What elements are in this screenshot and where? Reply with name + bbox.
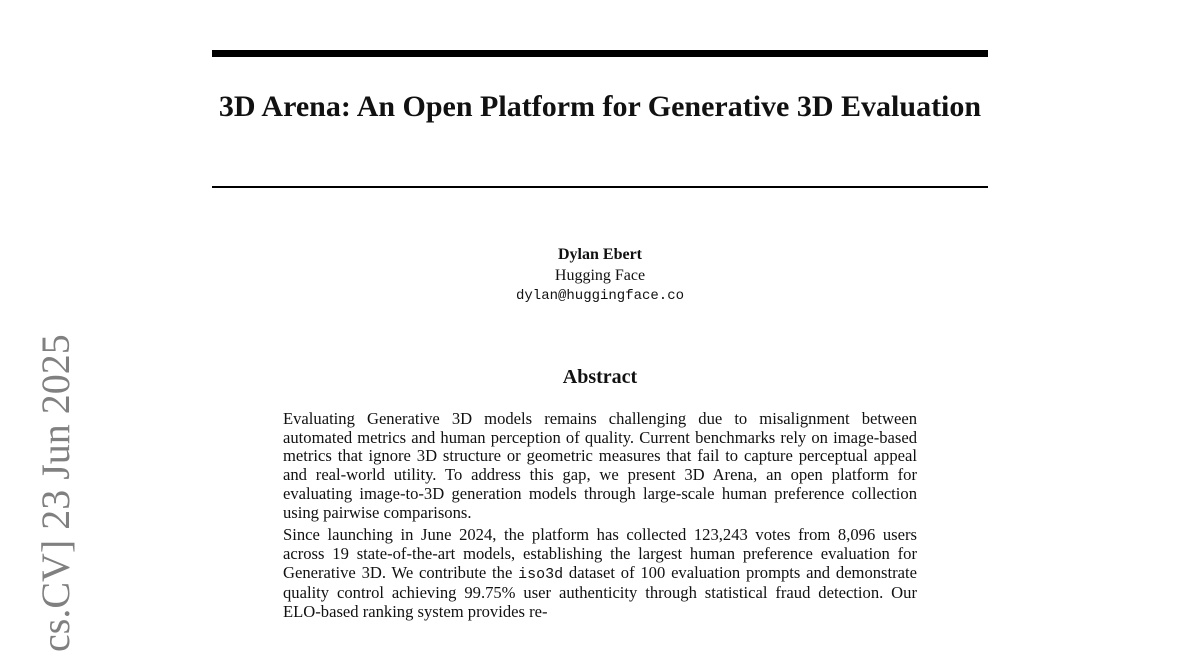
- author-block: [212, 244, 988, 307]
- title-top-rule: [212, 50, 988, 57]
- paper-title: 3D Arena: An Open Platform for Generative 3D Evaluation: [218, 90, 982, 123]
- title-bottom-rule: [212, 186, 988, 188]
- abstract-paragraph-1: Evaluating Generative 3D models remains challenging due to misalignment between automated metrics and human perception of quality. Current benchmarks rely on image-based metrics that ignore 3D structure or geometric measures that fail to capture perceptual appeal and real-world utility. To address this gap, we present 3D Arena, an open platform for evaluating image-to-3D generation models through large-scale human preference collection using pairwise comparisons.: [283, 409, 917, 522]
- abstract-body: [283, 410, 917, 626]
- author-affiliation: Hugging Face: [554, 267, 646, 284]
- abstract-paragraph-2: [283, 526, 917, 622]
- abstract-paragraph-2-start: Since launching in June 2024, the platform has collected 123,243 votes from 8,096 users across 19 state-of-the-art models, establishing the largest human preference evaluation for Generative 3D. We contribute the: [283, 525, 917, 582]
- author-email: dylan@huggingface.co: [515, 288, 685, 304]
- abstract-heading: Abstract: [562, 366, 638, 388]
- dataset-name: iso3d: [518, 565, 564, 583]
- arxiv-sidebar-stamp: cs.CV] 23 Jun 2025: [33, 334, 78, 652]
- author-name: Dylan Ebert: [558, 246, 642, 263]
- abstract-paragraph-2-end: dataset of 100 evaluation prompts and demonstrate quality control achieving 99.75% user authenticity through statistical fraud detection. Our ELO-based ranking system provides re-: [283, 562, 917, 622]
